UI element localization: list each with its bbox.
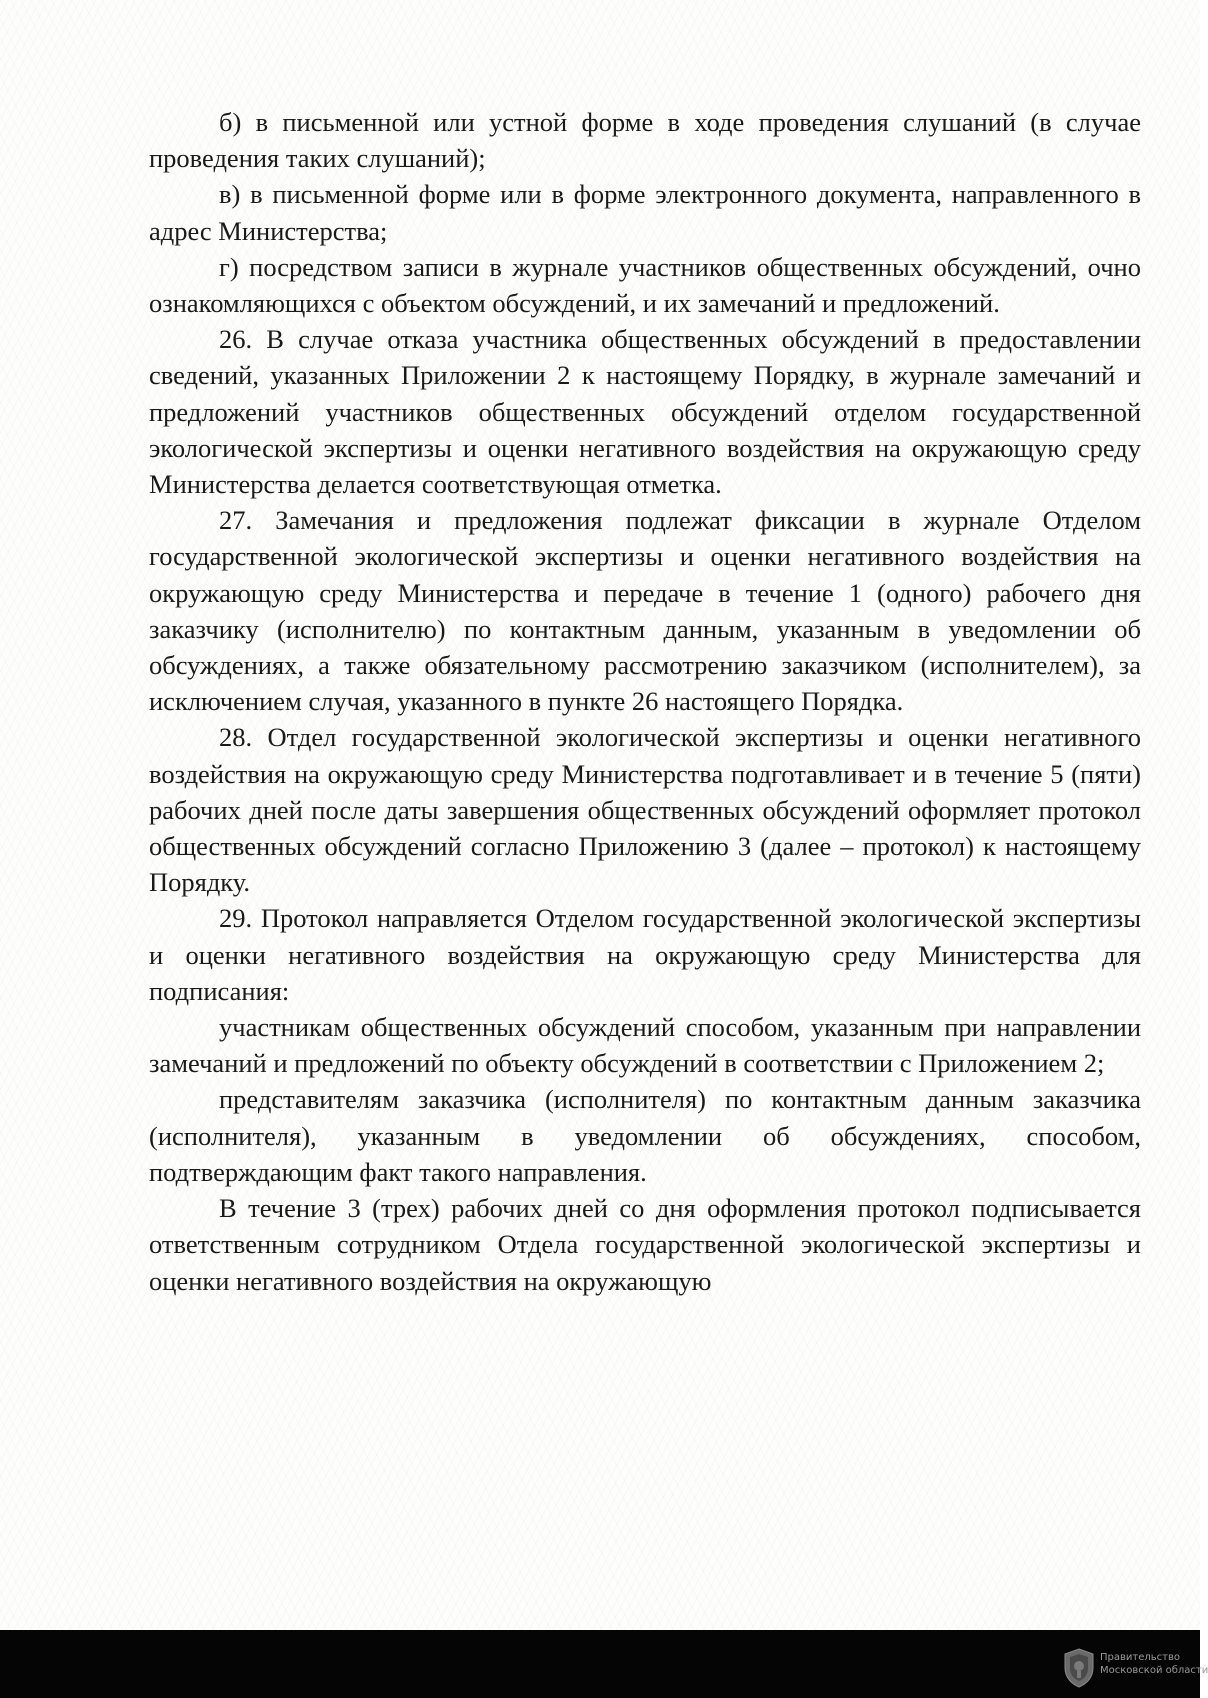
paragraph-28: 28. Отдел государственной экологической экспертизы и оценки негативного воздействия на окружающую среду Министерства подготавливает и в течение 5 (пяти) рабочих дней после даты завершения общественных обсуждений оформляет протокол общественных обсуждений согласно Приложению 3 (далее – протокол) к настоящему Порядку.	[149, 722, 1141, 898]
paragraph-27: 27. Замечания и предложения подлежат фиксации в журнале Отделом государственной экологической экспертизы и оценки негативного воздействия на окружающую среду Министерства и передаче в течение 1 (одного) рабочего дня заказчику (исполнителю) по контактным данным, указанным в уведомлении об обсуждениях, а также обязательному рассмотрению заказчиком (исполнителем), за исключением случая, указанного в пункте 26 настоящего Порядка.	[149, 505, 1141, 717]
paragraph-v: в) в письменной форме или в форме электронного документа, направленного в адрес Министерства;	[149, 179, 1141, 246]
paragraph-g: г) посредством записи в журнале участников общественных обсуждений, очно ознакомляющихся с объектом обсуждений, и их замечаний и предложений.	[149, 251, 1141, 319]
paragraph-signing: В течение 3 (трех) рабочих дней со дня оформления протокол подписывается ответственным сотрудником Отдела государственной экологической экспертизы и оценки негативного воздействия на окружающую	[149, 1193, 1141, 1296]
footer-line-2: Московской области	[1100, 1665, 1208, 1676]
document-body	[149, 104, 1141, 1299]
footer-bar	[0, 1630, 1208, 1698]
paragraph-26: 26. В случае отказа участника общественных обсуждений в предоставлении сведений, указанных Приложении 2 к настоящему Порядку, в журнале замечаний и предложений участников общественных обсуждений отделом государственной экологической экспертизы и оценки негативного воздействия на окружающую среду Министерства делается соответствующая отметка.	[149, 324, 1141, 500]
footer-line-1: Правительство	[1100, 1652, 1180, 1663]
paragraph-29: 29. Протокол направляется Отделом государственной экологической экспертизы и оценки негативного воздействия на окружающую среду Министерства для подписания:	[149, 903, 1141, 1006]
paragraph-29-representatives: представителям заказчика (исполнителя) по контактным данным заказчика (исполнителя), указанным в уведомлении об обсуждениях, способом, подтверждающим факт такого направления.	[149, 1084, 1141, 1187]
coat-of-arms-icon	[1062, 1648, 1096, 1688]
paragraph-b: б) в письменной или устной форме в ходе проведения слушаний (в случае проведения таких слушаний);	[149, 107, 1141, 174]
paragraph-29-participants: участникам общественных обсуждений способом, указанным при направлении замечаний и предложений по объекту обсуждений в соответствии с Приложением 2;	[149, 1012, 1141, 1079]
footer-caption	[1100, 1651, 1208, 1677]
